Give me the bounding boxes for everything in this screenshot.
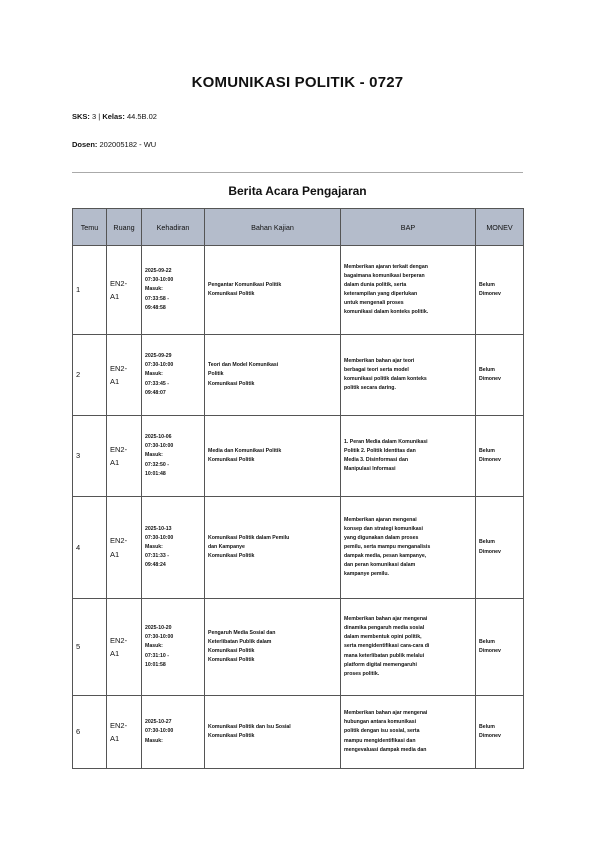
cell-kehadiran-line: 07:30-10:00 xyxy=(145,634,174,641)
cell-ruang-line: A1 xyxy=(110,649,120,658)
cell-kehadiran-line: 2025-10-20 xyxy=(145,625,172,632)
cell-ruang xyxy=(107,599,142,696)
cell-monev-line: Belum xyxy=(479,539,495,546)
table-row xyxy=(73,497,524,599)
cell-monev-line: Dimonev xyxy=(479,648,501,654)
divider xyxy=(72,172,523,173)
cell-bap xyxy=(341,246,476,335)
cell-monev xyxy=(476,696,524,769)
cell-bap-line: Memberikan bahan ajar mengenai xyxy=(344,616,428,623)
header-temu: Temu xyxy=(73,209,107,246)
page-title: KOMUNIKASI POLITIK - 0727 xyxy=(191,74,404,91)
cell-ruang xyxy=(107,335,142,416)
cell-bap-line: serta mengidentifikasi cara-cara di xyxy=(344,643,430,650)
cell-bap-line: 1. Peran Media dalam Komunikasi xyxy=(344,438,428,445)
cell-bap xyxy=(341,335,476,416)
cell-bap-line: yang digunakan dalam proses xyxy=(344,534,419,541)
cell-kehadiran-line: 07:32:50 - xyxy=(145,461,169,468)
cell-bap-line: platform digital memengaruhi xyxy=(344,661,417,668)
header-bahan-kajian: Bahan Kajian xyxy=(205,209,341,246)
cell-monev xyxy=(476,246,524,335)
cell-monev xyxy=(476,599,524,696)
cell-monev-line: Dimonev xyxy=(479,548,501,555)
cell-kehadiran-line: Masuk: xyxy=(145,643,163,650)
cell-kehadiran-line: 07:31:10 - xyxy=(145,652,169,659)
cell-monev-line: Dimonev xyxy=(479,733,501,739)
cell-bahan-kajian-line: Komunikasi Politik xyxy=(208,733,255,739)
cell-monev-line: Dimonev xyxy=(479,457,501,463)
table-row xyxy=(73,246,524,335)
cell-bahan-kajian xyxy=(205,497,341,599)
cell-bap-line: mampu mengidentifikasi dan xyxy=(344,737,416,744)
cell-kehadiran-line: Masuk: xyxy=(145,371,163,378)
cell-ruang-line: A1 xyxy=(110,292,120,301)
cell-kehadiran xyxy=(142,599,205,696)
cell-kehadiran-line: 2025-09-22 xyxy=(145,268,172,275)
cell-bap-line: Media 3. Disinformasi dan xyxy=(344,457,408,463)
cell-kehadiran-line: 09:48:58 xyxy=(145,304,166,311)
cell-bap-line: dinamika pengaruh media sosial xyxy=(344,625,425,632)
cell-bahan-kajian-line: Politik xyxy=(208,371,224,378)
cell-bap-line: konsep dan strategi komunikasi xyxy=(344,525,423,532)
cell-ruang-line: A1 xyxy=(110,458,120,467)
cell-bap-line: Politik 2. Politik Identitas dan xyxy=(344,447,416,454)
sks-label: SKS: xyxy=(72,112,90,121)
cell-ruang-line: EN2- xyxy=(110,444,128,454)
cell-kehadiran-line: Masuk: xyxy=(145,452,163,459)
cell-monev-line: Belum xyxy=(479,281,495,288)
cell-bap-line: dalam dunia politik, serta xyxy=(344,281,407,288)
cell-kehadiran-line: 2025-10-06 xyxy=(145,434,172,441)
cell-kehadiran-line: 07:31:33 - xyxy=(145,553,169,560)
cell-bahan-kajian-line: Pengantar Komunikasi Politik xyxy=(208,281,282,288)
cell-kehadiran xyxy=(142,497,205,599)
cell-temu: 3 xyxy=(73,416,107,497)
cell-bahan-kajian-line: Komunikasi Politik xyxy=(208,657,255,664)
cell-ruang-line: EN2- xyxy=(110,536,128,546)
cell-bap-line: dalam membentuk opini politik, xyxy=(344,634,422,641)
cell-temu: 4 xyxy=(73,497,107,599)
cell-temu: 2 xyxy=(73,335,107,416)
cell-bap-line: dampak media, pesan kampanye, xyxy=(344,553,427,560)
cell-bahan-kajian-line: Komunikasi Politik xyxy=(208,648,255,654)
cell-bahan-kajian-line: Keterlibatan Publik dalam xyxy=(208,638,272,645)
cell-ruang xyxy=(107,246,142,335)
cell-bap-line: pemilu, serta mampu menganalisis xyxy=(344,543,431,550)
cell-ruang xyxy=(107,416,142,497)
cell-kehadiran-line: 10:01:58 xyxy=(145,661,166,668)
cell-kehadiran-line: Masuk: xyxy=(145,286,163,293)
cell-bap-line: komunikasi dalam konteks politik. xyxy=(344,309,429,316)
cell-kehadiran xyxy=(142,696,205,769)
cell-kehadiran-line: 09:48:07 xyxy=(145,389,166,396)
cell-bap-line: komunikasi politik dalam konteks xyxy=(344,376,427,382)
cell-kehadiran-line: Masuk: xyxy=(145,543,163,550)
cell-bahan-kajian-line: Komunikasi Politik xyxy=(208,291,255,297)
table-row xyxy=(73,335,524,416)
cell-bap-line: mana keterlibatan publik melalui xyxy=(344,652,425,659)
cell-kehadiran-line: 09:48:24 xyxy=(145,562,166,569)
cell-bap-line: Memberikan bahan ajar teori xyxy=(344,357,415,364)
cell-ruang-line: EN2- xyxy=(110,363,128,373)
cell-bahan-kajian-line: Komunikasi Politik dan Isu Sosial xyxy=(208,723,291,730)
cell-temu: 6 xyxy=(73,696,107,769)
header-monev: MONEV xyxy=(476,209,524,246)
cell-bap-line: politik dengan isu sosial, serta xyxy=(344,728,420,735)
course-meta-dosen xyxy=(72,140,156,149)
cell-ruang xyxy=(107,497,142,599)
cell-bap-line: politik secara daring. xyxy=(344,385,396,392)
cell-monev xyxy=(476,416,524,497)
cell-monev-line: Dimonev xyxy=(479,376,501,382)
cell-bap-line: hubungan antara komunikasi xyxy=(344,719,417,726)
cell-kehadiran xyxy=(142,416,205,497)
cell-bap-line: Memberikan ajaran mengenai xyxy=(344,516,417,523)
cell-bahan-kajian-line: Komunikasi Politik xyxy=(208,553,255,560)
cell-kehadiran-line: 07:30-10:00 xyxy=(145,534,174,541)
cell-bahan-kajian-line: Komunikasi Politik xyxy=(208,380,255,387)
cell-bap-line: bagaimana komunikasi berperan xyxy=(344,272,425,279)
cell-ruang-line: EN2- xyxy=(110,720,128,730)
cell-bap-line: berbagai teori serta model xyxy=(344,366,409,373)
kelas-label: Kelas: xyxy=(102,112,125,121)
cell-bahan-kajian-line: Teori dan Model Komunikasi xyxy=(208,362,279,369)
cell-kehadiran-line: 07:30-10:00 xyxy=(145,728,174,735)
cell-bap-line: kampanye pemilu. xyxy=(344,571,389,578)
bap-table xyxy=(72,208,524,769)
cell-bahan-kajian xyxy=(205,696,341,769)
cell-monev-line: Belum xyxy=(479,638,495,645)
cell-bap-line: Memberikan bahan ajar mengenai xyxy=(344,710,428,717)
cell-monev-line: Belum xyxy=(479,447,495,454)
cell-kehadiran-line: 07:30-10:00 xyxy=(145,443,174,450)
header-bap: BAP xyxy=(341,209,476,246)
header-ruang: Ruang xyxy=(107,209,142,246)
cell-bahan-kajian-line: Pengaruh Media Sosial dan xyxy=(208,629,276,636)
cell-ruang-line: EN2- xyxy=(110,635,128,645)
cell-monev xyxy=(476,497,524,599)
table-row xyxy=(73,696,524,769)
cell-bahan-kajian-line: Komunikasi Politik dalam Pemilu xyxy=(208,534,290,541)
table-row xyxy=(73,599,524,696)
cell-bap-line: untuk mengenali proses xyxy=(344,300,404,307)
cell-bap-line: Memberikan ajaran terkait dengan xyxy=(344,263,428,270)
dosen-label: Dosen: xyxy=(72,140,98,149)
cell-bap-line: dan peran komunikasi dalam xyxy=(344,562,416,569)
cell-kehadiran-line: 2025-09-29 xyxy=(145,353,172,360)
cell-kehadiran-line: 07:33:45 - xyxy=(145,380,169,387)
cell-kehadiran-line: 10:01:48 xyxy=(145,470,166,477)
cell-kehadiran xyxy=(142,246,205,335)
cell-bap-line: mengevaluasi dampak media dan xyxy=(344,746,427,753)
cell-kehadiran-line: 07:33:58 - xyxy=(145,295,169,302)
cell-kehadiran-line: 07:30-10:00 xyxy=(145,277,174,284)
cell-bahan-kajian-line: Media dan Komunikasi Politik xyxy=(208,447,282,454)
cell-bap xyxy=(341,599,476,696)
cell-bahan-kajian-line: dan Kampanye xyxy=(208,543,245,550)
cell-bahan-kajian xyxy=(205,335,341,416)
cell-kehadiran-line: Masuk: xyxy=(145,737,163,744)
cell-bap xyxy=(341,497,476,599)
cell-monev-line: Belum xyxy=(479,366,495,373)
cell-ruang-line: EN2- xyxy=(110,278,128,288)
cell-bap xyxy=(341,696,476,769)
cell-bap xyxy=(341,416,476,497)
cell-ruang-line: A1 xyxy=(110,377,120,386)
cell-monev-line: Dimonev xyxy=(479,291,501,297)
cell-bahan-kajian-line: Komunikasi Politik xyxy=(208,457,255,463)
cell-bahan-kajian xyxy=(205,246,341,335)
cell-kehadiran-line: 2025-10-13 xyxy=(145,525,172,532)
section-title: Berita Acara Pengajaran xyxy=(228,184,367,198)
cell-bap-line: Manipulasi Informasi xyxy=(344,466,396,473)
cell-temu: 5 xyxy=(73,599,107,696)
header-kehadiran: Kehadiran xyxy=(142,209,205,246)
cell-ruang-line: A1 xyxy=(110,734,120,743)
cell-bahan-kajian xyxy=(205,416,341,497)
cell-kehadiran-line: 2025-10-27 xyxy=(145,719,172,726)
cell-kehadiran-line: 07:30-10:00 xyxy=(145,362,174,369)
course-meta-sks-kelas xyxy=(72,112,157,121)
cell-ruang xyxy=(107,696,142,769)
kelas-value: 44.5B.02 xyxy=(126,112,157,121)
cell-temu: 1 xyxy=(73,246,107,335)
sks-value: 3 xyxy=(92,112,97,121)
dosen-value: 202005182 - WU xyxy=(99,140,157,149)
table-row xyxy=(73,416,524,497)
cell-monev xyxy=(476,335,524,416)
cell-bap-line: proses politik. xyxy=(344,670,380,677)
table-header-row xyxy=(73,209,524,246)
cell-monev-line: Belum xyxy=(479,723,495,730)
cell-ruang-line: A1 xyxy=(110,549,120,559)
cell-bap-line: keterampilan yang diperlukan xyxy=(344,291,418,297)
cell-bahan-kajian xyxy=(205,599,341,696)
cell-kehadiran xyxy=(142,335,205,416)
meta-separator: | xyxy=(98,112,101,121)
